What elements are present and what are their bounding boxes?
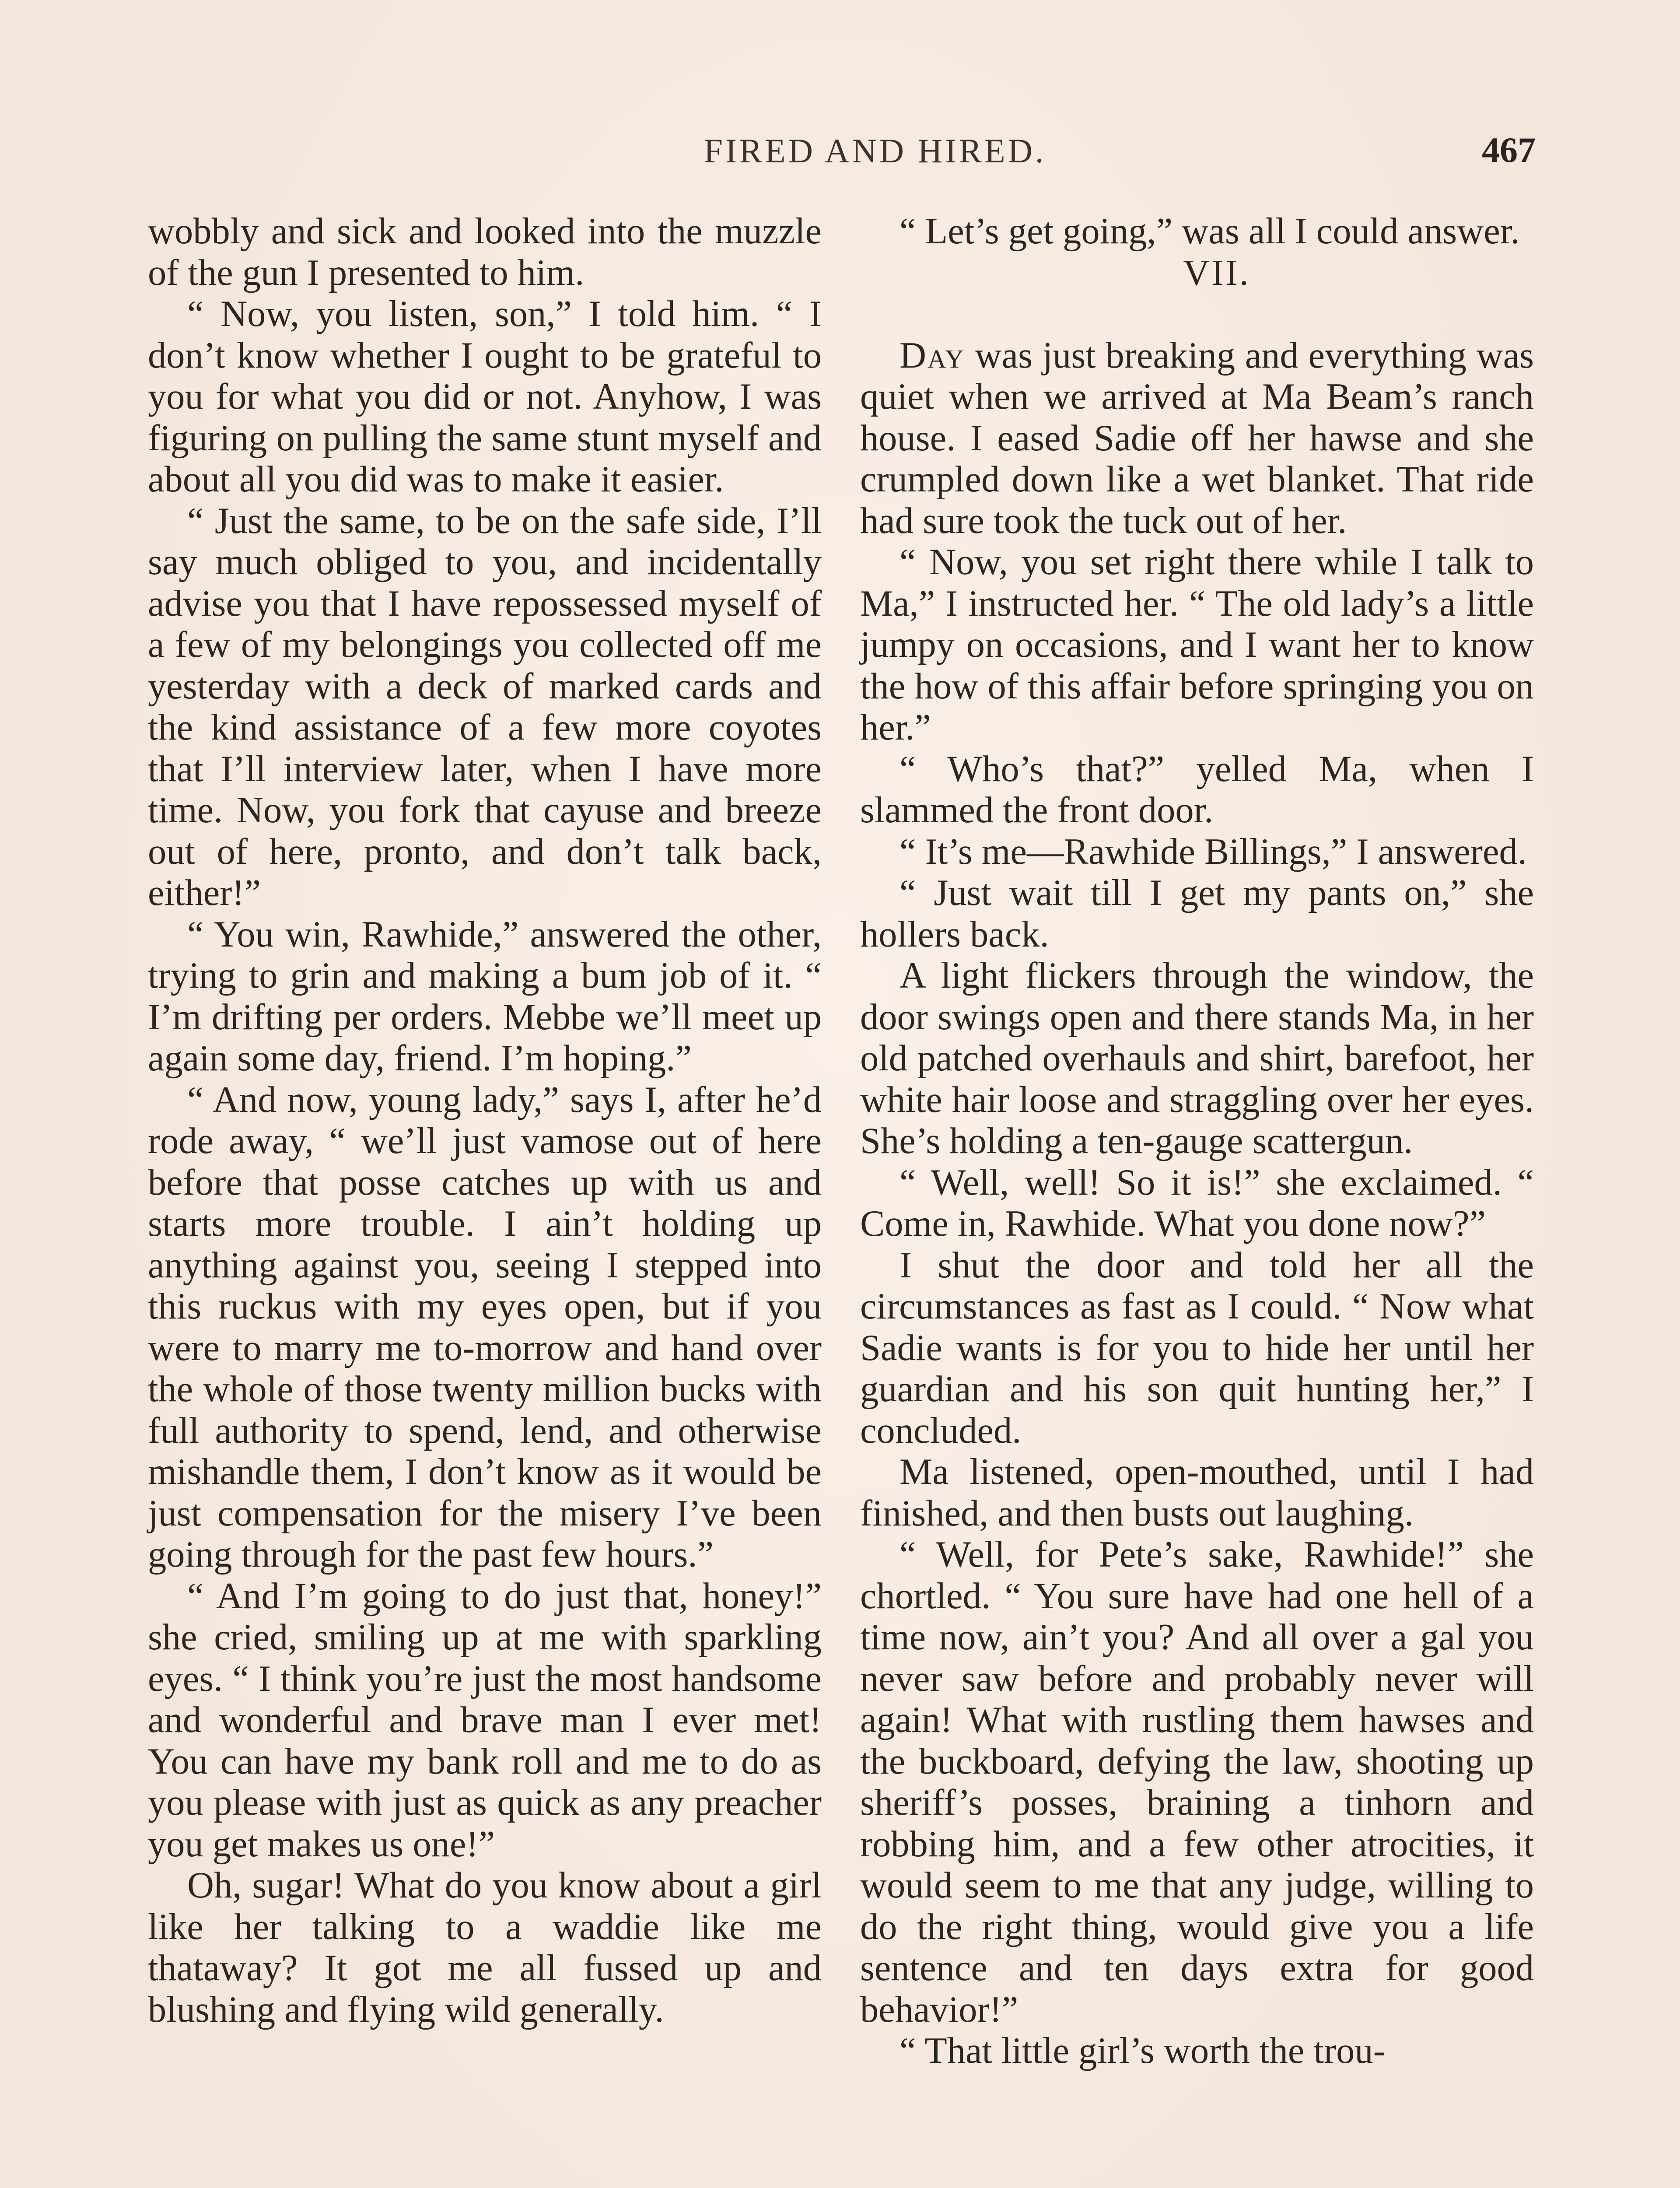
paragraph: Oh, sugar! What do you know about a girl like her talking to a waddie like me thataway? It got me all fussed up and blushing and flying wild generally. xyxy=(148,1865,822,2030)
page-number: 467 xyxy=(1482,130,1536,170)
paragraph: “ Well, for Pete’s sake, Rawhide!” she chortled. “ You sure have had one hell of a time now, ain’t you? And all over a gal you never saw before and probably never will again! What with rustling them hawses and the buckboard, defying the law, shooting up sheriff’s posses, braining a tinhorn and robbing him, and a few other atrocities, it would seem to me that any judge, willing to do the right thing, would give you a life sentence and ten days extra for good behavior!” xyxy=(860,1534,1534,2030)
paragraph: “ It’s me—Rawhide Billings,” I answered. xyxy=(900,831,1527,872)
paragraph: I shut the door and told her all the circumstances as fast as I could. “ Now what Sadie wants is for you to hide her until her guardian and his son quit hunting her,” I concluded. xyxy=(860,1245,1534,1451)
paragraph: “ Let’s get going,” was all I could answer. xyxy=(900,211,1520,252)
paragraph: “ Well, well! So it is!” she exclaimed. “ Come in, Rawhide. What you done now?” xyxy=(860,1162,1534,1244)
paragraph: wobbly and sick and looked into the muzzle of the gun I presented to him. xyxy=(148,211,822,293)
right-column xyxy=(860,211,1534,2072)
section-heading: VII. xyxy=(1183,252,1250,293)
paragraph: “ Who’s that?” yelled Ma, when I slammed the front door. xyxy=(860,748,1534,831)
paragraph: “ Now, you listen, son,” I told him. “ I don’t know whether I ought to be grateful to you for what you did or not. Anyhow, I was figuring on pulling the same stunt myself and about all you did was to make it easier. xyxy=(148,294,822,500)
paragraph: “ And now, young lady,” says I, after he’d rode away, “ we’ll just vamose out of here before that posse catches up with us and starts more trouble. I ain’t holding up anything against you, seeing I stepped into this ruckus with my eyes open, but if you were to marry me to-morrow and hand over the whole of those twenty million bucks with full authority to spend, lend, and otherwise mishandle them, I don’t know as it would be just compensation for the misery I’ve been going through for the past few hours.” xyxy=(148,1079,822,1575)
paragraph: “ Just wait till I get my pants on,” she hollers back. xyxy=(860,873,1534,955)
section-spacer xyxy=(860,294,1534,335)
paragraph: “ And I’m going to do just that, honey!” she cried, smiling up at me with sparkling eyes. “ I think you’re just the most handsome and wonderful and brave man I ever met! You can have my bank roll and me to do as you please with just as quick as any preacher you get makes us one!” xyxy=(148,1575,822,1865)
paragraph: Ma listened, open-mouthed, until I had finished, and then busts out laughing. xyxy=(860,1452,1534,1534)
paragraph: A light flickers through the window, the door swings open and there stands Ma, in her old patched overhauls and shirt, barefoot, her white hair loose and straggling over her eyes. She’s holding a ten-gauge scattergun. xyxy=(860,955,1534,1161)
paragraph: “ That little girl’s worth the trou- xyxy=(900,2030,1386,2071)
paragraph: “ Just the same, to be on the safe side, I’ll say much obliged to you, and incidentally advise you that I have repossessed myself of a few of my belongings you collected off me yesterday with a deck of marked cards and the kind assistance of a few more coyotes that I’ll interview later, when I have more time. Now, you fork that cayuse and breeze out of here, pronto, and don’t talk back, either!” xyxy=(148,500,822,913)
left-column xyxy=(148,211,822,2030)
paragraph-text: was just breaking and everything was quiet when we arrived at Ma Beam’s ranch house. I eased Sadie off her hawse and she crumpled down like a wet blanket. That ride had sure took the tuck out of her. xyxy=(860,335,1534,541)
paragraph: “ Now, you set right there while I talk to Ma,” I instructed her. “ The old lady’s a little jumpy on occasions, and I want her to know the how of this affair before springing you on her.” xyxy=(860,542,1534,748)
paragraph xyxy=(860,335,1534,542)
running-title: FIRED AND HIRED. xyxy=(704,132,1046,170)
drop-word: Day xyxy=(900,335,965,376)
paragraph: “ You win, Rawhide,” answered the other, trying to grin and making a bum job of it. “ I’m drifting per orders. Mebbe we’ll meet up again some day, friend. I’m hoping.” xyxy=(148,914,822,1079)
